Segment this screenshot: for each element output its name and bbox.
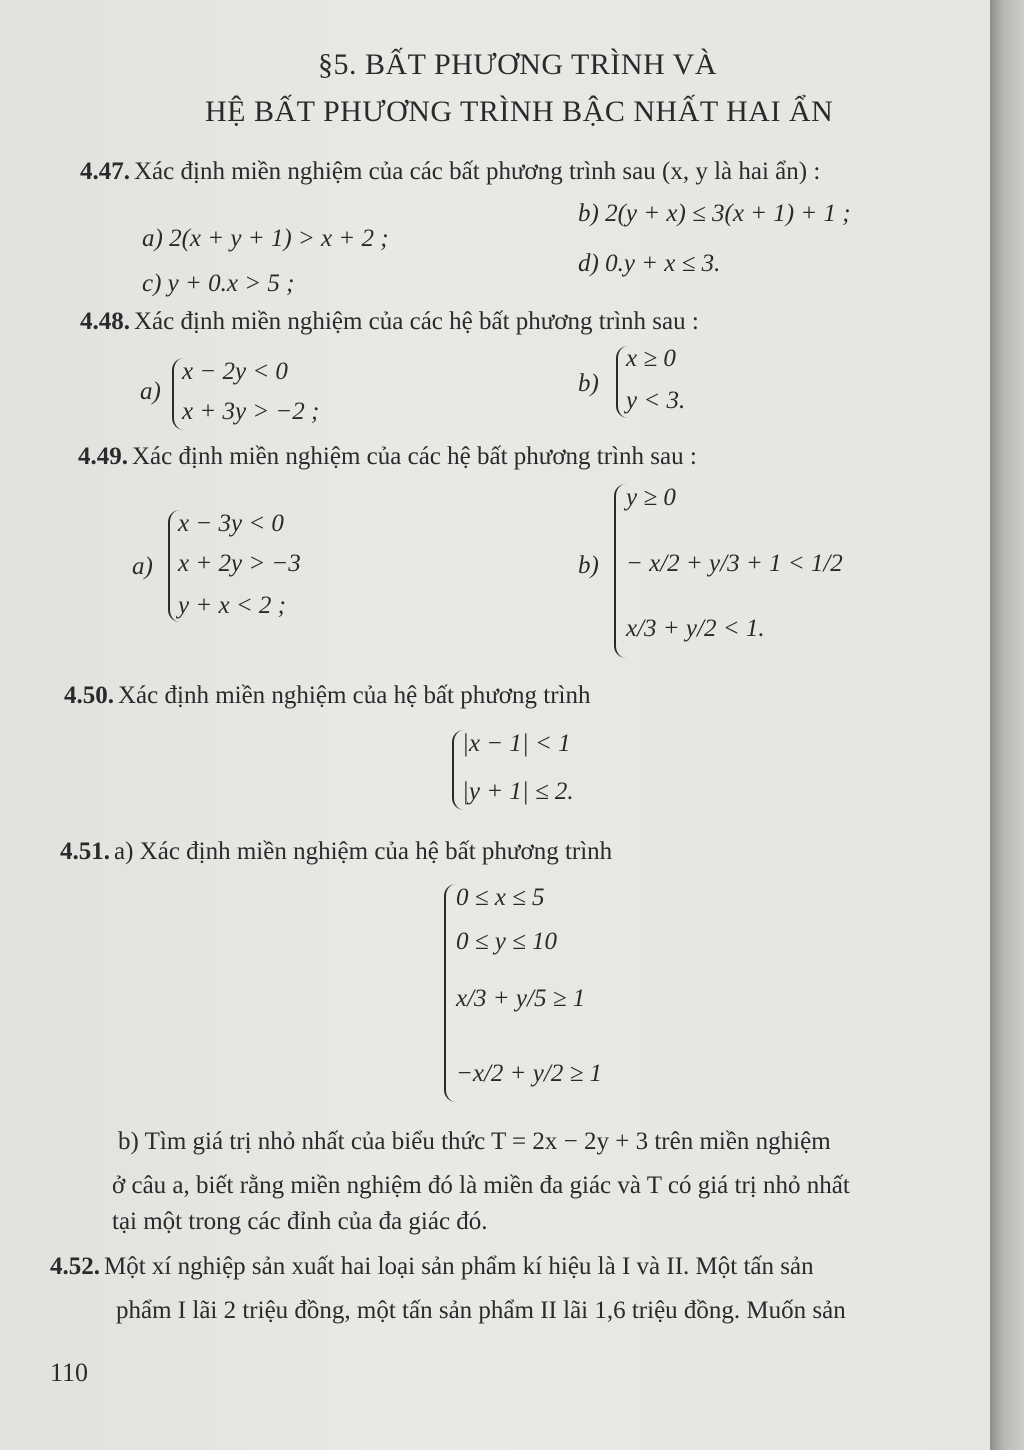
ex450-l2: |y + 1| ≤ 2. — [462, 778, 574, 805]
section-title-line2: HỆ BẤT PHƯƠNG TRÌNH BẬC NHẤT HAI ẨN — [205, 95, 834, 128]
ex448-b2: y < 3. — [626, 387, 686, 414]
exercise-4-51-header — [60, 838, 612, 866]
ex448-b-label: b) — [578, 370, 599, 397]
exercise-text: Xác định miền nghiệm của hệ bất phương trình — [118, 682, 591, 709]
ex449-a2: x + 2y > −3 — [178, 550, 301, 577]
ex449-b1: y ≥ 0 — [626, 484, 676, 511]
ex450-l1: |x − 1| < 1 — [462, 730, 571, 757]
ex451-l3: x/3 + y/5 ≥ 1 — [456, 985, 586, 1012]
ex451-b-line2: ở câu a, biết rằng miền nghiệm đó là miền đa giác và T có giá trị nhỏ nhất — [112, 1172, 850, 1199]
exercise-number: 4.52. — [50, 1253, 100, 1280]
exercise-4-52-line2: phẩm I lãi 2 triệu đồng, một tấn sản phẩm II lãi 1,6 triệu đồng. Muốn sản — [116, 1297, 846, 1324]
ex447-a: a) 2(x + y + 1) > x + 2 ; — [142, 225, 389, 252]
ex451-l4: −x/2 + y/2 ≥ 1 — [456, 1060, 603, 1087]
exercise-text: Xác định miền nghiệm của các hệ bất phương trình sau : — [132, 443, 697, 470]
exercise-number: 4.51. — [60, 838, 110, 865]
ex451-b-line3: tại một trong các đỉnh của đa giác đó. — [112, 1208, 488, 1235]
exercise-4-47-header — [80, 158, 820, 186]
exercise-text: Xác định miền nghiệm của các hệ bất phương trình sau : — [134, 308, 699, 335]
exercise-4-50-header — [64, 682, 591, 710]
exercise-text: a) Xác định miền nghiệm của hệ bất phương trình — [114, 838, 613, 865]
ex448-a1: x − 2y < 0 — [182, 358, 288, 385]
exercise-4-49-header — [78, 443, 697, 471]
exercise-text: Xác định miền nghiệm của các bất phương trình sau (x, y là hai ẩn) : — [134, 158, 821, 185]
ex451-l2: 0 ≤ y ≤ 10 — [456, 928, 558, 955]
ex451-l1: 0 ≤ x ≤ 5 — [456, 884, 545, 911]
ex448-a2: x + 3y > −2 ; — [182, 398, 320, 425]
page-number: 110 — [50, 1358, 89, 1387]
ex447-d: d) 0.y + x ≤ 3. — [578, 250, 721, 277]
exercise-number: 4.47. — [80, 158, 130, 185]
exercise-text: Một xí nghiệp sản xuất hai loại sản phẩm kí hiệu là I và II. Một tấn sản — [104, 1253, 814, 1280]
ex449-b3: x/3 + y/2 < 1. — [626, 615, 765, 642]
ex448-b1: x ≥ 0 — [626, 345, 676, 372]
ex447-b: b) 2(y + x) ≤ 3(x + 1) + 1 ; — [578, 200, 851, 227]
ex449-a-label: a) — [132, 553, 153, 580]
ex449-b2: − x/2 + y/3 + 1 < 1/2 — [626, 550, 843, 577]
ex447-c: c) y + 0.x > 5 ; — [142, 270, 295, 297]
book-edge — [990, 0, 1024, 1450]
section-title-line1: §5. BẤT PHƯƠNG TRÌNH VÀ — [318, 48, 717, 81]
ex449-b-label: b) — [578, 552, 599, 579]
exercise-number: 4.50. — [64, 682, 114, 709]
ex449-a3: y + x < 2 ; — [178, 592, 287, 619]
ex451-b-line1: b) Tìm giá trị nhỏ nhất của biểu thức T = 2x − 2y + 3 trên miền nghiệm — [118, 1128, 831, 1155]
ex449-a1: x − 3y < 0 — [178, 510, 284, 537]
exercise-number: 4.49. — [78, 443, 128, 470]
ex448-a-label: a) — [140, 378, 161, 405]
exercise-number: 4.48. — [80, 308, 130, 335]
exercise-4-48-header — [80, 308, 699, 336]
exercise-4-52-line1 — [50, 1253, 814, 1281]
